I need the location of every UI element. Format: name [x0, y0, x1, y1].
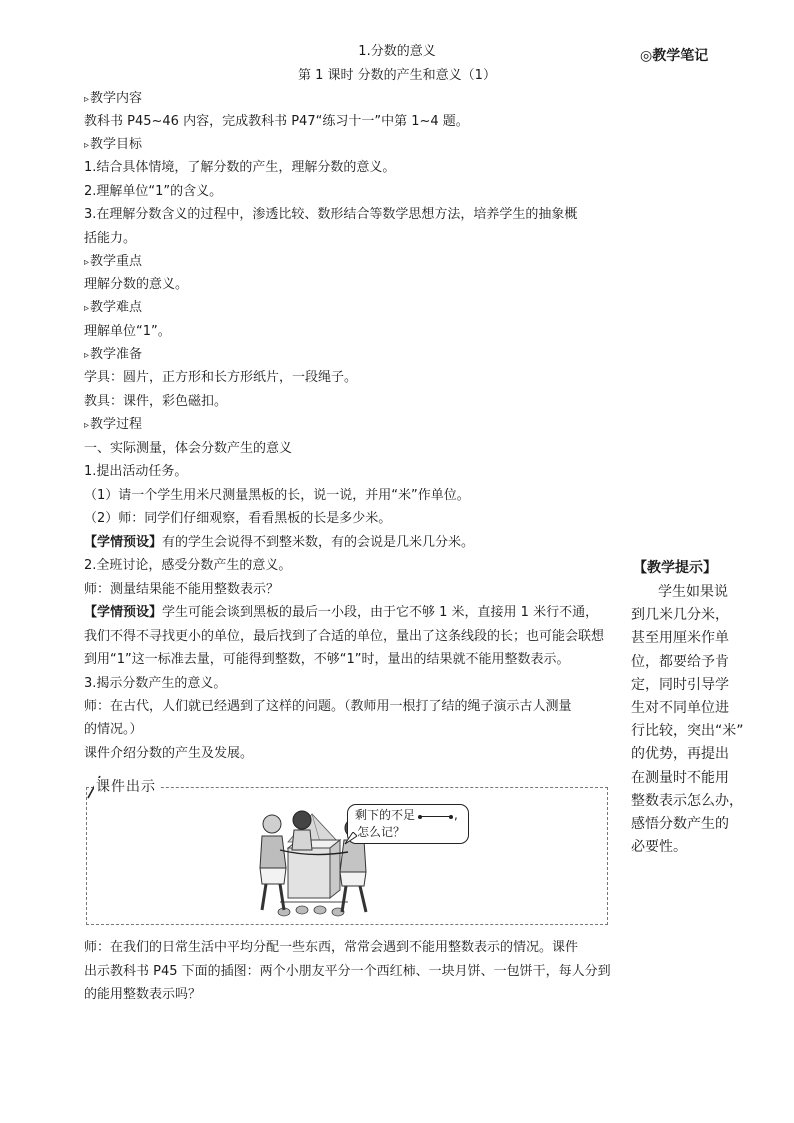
step-1: 1.提出活动任务。 — [84, 464, 188, 479]
goal-3-line-1: 3.在理解分数含义的过程中，渗透比较、数形结合等数学思想方法，培养学生的抽象概 — [84, 207, 578, 222]
goal-3-line-2: 括能力。 — [84, 231, 137, 246]
courseware-label: 课件出示 — [94, 778, 160, 796]
goal-1: 1.结合具体情境，了解分数的产生，理解分数的意义。 — [84, 160, 396, 175]
heading-prep: ▹教学准备 — [84, 347, 143, 362]
notes-label: ◎教学笔记 — [640, 48, 709, 64]
preset-2-line-2: 我们不得不寻找更小的单位，最后找到了合适的单位，量出了这条线段的长；也可能会联想 — [84, 629, 605, 644]
step-2: 2.全班讨论，感受分数产生的意义。 — [84, 558, 292, 573]
step-1-a: （1）请一个学生用米尺测量黑板的长，说一说，并用“米”作单位。 — [84, 488, 470, 503]
tip-line: 定，同时引导学 — [631, 676, 729, 693]
tip-line: 整数表示怎么办， — [631, 792, 743, 809]
difficult-text: 理解单位“1”。 — [84, 324, 171, 339]
preset-label: 【学情预设】 — [84, 535, 163, 550]
ancient-line-2: 的情况。） — [84, 722, 143, 737]
key-text: 理解分数的意义。 — [84, 277, 189, 292]
step-1-b: （2）师：同学们仔细观察，看看黑板的长是多少米。 — [84, 511, 392, 526]
preset-2-line-1: 【学情预设】学生可能会谈到黑板的最后一小段，由于它不够 1 米，直接用 1 米行不通， — [84, 605, 599, 620]
triangle-bullet-icon: ▹ — [84, 303, 90, 314]
courseware-intro: 课件介绍分数的产生及发展。 — [84, 746, 254, 761]
bubble-line-1: 剩下的不足 , — [355, 808, 458, 822]
section-title: 1.分数的意义 — [358, 44, 436, 59]
tip-line: 感悟分数产生的 — [631, 816, 729, 832]
triangle-bullet-icon: ▹ — [84, 94, 90, 105]
tip-line: 到几米几分米， — [631, 607, 729, 624]
triangle-bullet-icon: ▹ — [84, 350, 90, 361]
prep-student: 学具：圆片，正方形和长方形纸片，一段绳子。 — [84, 370, 358, 385]
part-1-title: 一、实际测量，体会分数产生的意义 — [84, 441, 293, 456]
bubble-line-2: 怎么记？ — [357, 825, 406, 839]
tip-line: 甚至用厘米作单 — [631, 630, 729, 647]
preset-1: 【学情预设】有的学生会说得不到整米数，有的会说是几米几分米。 — [84, 535, 475, 550]
step-3: 3.揭示分数产生的意义。 — [84, 676, 227, 691]
tip-line: 学生如果说 — [658, 584, 728, 600]
triangle-bullet-icon: ▹ — [84, 140, 90, 151]
heading-goals: ▹教学目标 — [84, 137, 143, 152]
heading-process: ▹教学过程 — [84, 417, 143, 432]
triangle-bullet-icon: ▹ — [84, 420, 90, 431]
triangle-bullet-icon: ▹ — [84, 257, 90, 268]
preset-label: 【学情预设】 — [84, 605, 163, 620]
tip-line: 在测量时不能用 — [631, 769, 729, 786]
tip-line: 行比较，突出“米” — [631, 723, 744, 740]
tip-line: 的优势，再提出 — [631, 746, 729, 763]
final-line-3: 的能用整数表示吗？ — [84, 987, 202, 1002]
tip-title: 【教学提示】 — [633, 560, 717, 576]
segment-mark-icon — [418, 811, 454, 821]
tip-line: 位，都要给予肯 — [631, 653, 729, 670]
bubble-tail-icon — [343, 832, 357, 846]
prep-teacher: 教具：课件，彩色磁扣。 — [84, 394, 228, 409]
heading-key: ▹教学重点 — [84, 254, 143, 269]
content-text: 教科书 P45~46 内容，完成教科书 P47“练习十一”中第 1~4 题。 — [84, 114, 469, 129]
lesson-title: 第 1 课时 分数的产生和意义（1） — [298, 68, 496, 83]
final-line-2: 出示教科书 P45 下面的插图：两个小朋友平分一个西红柿、一块月饼、一包饼干，每人分到 — [84, 964, 611, 979]
preset-2-line-3: 到用“1”这一标准去量，可能得到整数，不够“1”时，量出的结果就不能用整数表示。 — [84, 652, 570, 667]
heading-difficult: ▹教学难点 — [84, 300, 143, 315]
heading-content: ▹教学内容 — [84, 91, 143, 106]
goal-2: 2.理解单位“1”的含义。 — [84, 184, 223, 199]
final-line-1: 师：在我们的日常生活中平均分配一些东西，常常会遇到不能用整数表示的情况。课件 — [84, 940, 579, 955]
tip-line: 必要性。 — [631, 839, 687, 856]
tip-line: 生对不同单位进 — [631, 700, 729, 716]
ancient-line-1: 师：在古代，人们就已经遇到了这样的问题。（教师用一根打了结的绳子演示古人测量 — [84, 699, 572, 714]
teacher-question: 师：测量结果能不能用整数表示？ — [84, 582, 280, 597]
